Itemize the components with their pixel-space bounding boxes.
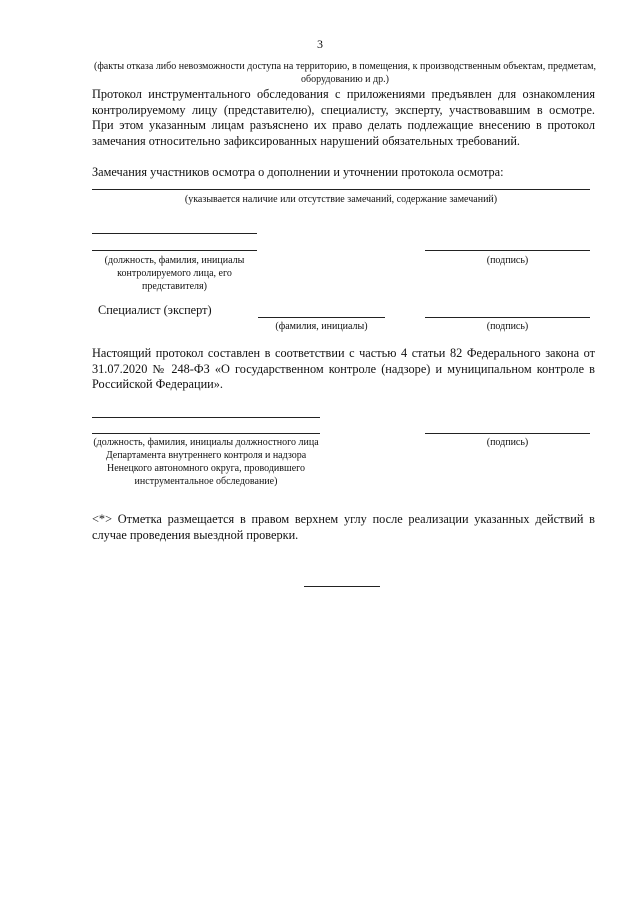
official-caption: (должность, фамилия, инициалы должностного лица Департамента внутреннего контроля и надзора Ненецкого автономного округа, проводившего инструментальное обследование) (93, 437, 319, 487)
end-separator (304, 586, 380, 587)
facts-caption: (факты отказа либо невозможности доступа на территорию, в помещения, к производственным объектам, предметам, оборудованию и др.) (93, 61, 596, 85)
official-signature-line (425, 433, 590, 434)
official-line-1 (92, 417, 320, 418)
official-signature-caption: (подпись) (486, 437, 529, 448)
specialist-signature-line (425, 317, 590, 318)
protocol-paragraph: Протокол инструментального обследования с приложениями предъявлен для ознакомления контролируемому лицу (представителю), специалисту, эксперту, участвовавшим в осмотре. При этом указанным лицам разъяснено их право делать подлежащие внесению в протокол замечания относительно зафиксированных нарушений обязательных требований. (92, 87, 595, 148)
specialist-label: Специалист (эксперт) (98, 303, 212, 317)
controlled-person-caption: (должность, фамилия, инициалы контролируемого лица, его представителя) (104, 255, 245, 292)
specialist-name-line (258, 317, 385, 318)
controlled-person-signature-caption: (подпись) (486, 255, 529, 266)
law-paragraph: Настоящий протокол составлен в соответствии с частью 4 статьи 82 Федерального закона от 31.07.2020 № 248-ФЗ «О государственном контроле (надзоре) и муниципальном контроле в Российской Федерации». (92, 346, 595, 391)
remarks-heading: Замечания участников осмотра о дополнении и уточнении протокола осмотра: (92, 165, 504, 179)
controlled-person-signature-line (425, 250, 590, 251)
controlled-person-line-1 (92, 233, 257, 234)
remarks-caption: (указывается наличие или отсутствие замечаний, содержание замечаний) (184, 194, 498, 205)
specialist-name-caption: (фамилия, инициалы) (275, 321, 368, 332)
page-number: 3 (317, 37, 323, 51)
footnote: <*> Отметка размещается в правом верхнем углу после реализации указанных действий в случае проведения выездной проверки. (92, 512, 595, 542)
specialist-signature-caption: (подпись) (486, 321, 529, 332)
controlled-person-line-2 (92, 250, 257, 251)
official-line-2 (92, 433, 320, 434)
remarks-line (92, 189, 590, 190)
